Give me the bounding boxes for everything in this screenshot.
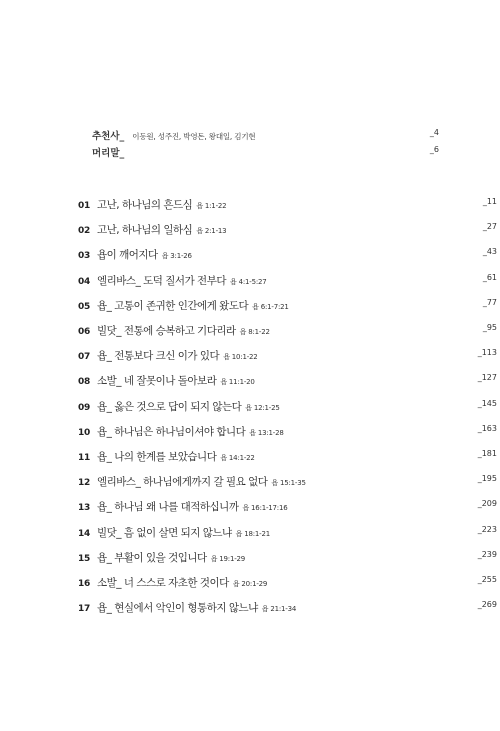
chapter-page-number: _11	[482, 197, 497, 206]
chapter-number: 01	[78, 201, 90, 211]
chapter-item[interactable]	[78, 424, 497, 442]
chapter-title: 욥이 깨어지다	[97, 249, 158, 261]
chapter-title: 소발_ 너 스스로 자초한 것이다	[97, 577, 229, 589]
chapter-page-number: _223	[477, 525, 497, 534]
chapter-item[interactable]	[78, 197, 497, 215]
chapter-page-number: _113	[477, 348, 497, 357]
chapter-title: 욥_ 현실에서 악인이 형통하지 않느냐	[97, 602, 258, 614]
chapter-scripture-ref: 욥 6:1-7:21	[252, 303, 289, 311]
chapter-scripture-ref: 욥 19:1-29	[210, 555, 246, 563]
chapter-number: 11	[78, 453, 90, 463]
chapter-page-number: _43	[482, 247, 497, 256]
chapter-page-number: _95	[482, 323, 497, 332]
chapter-item[interactable]	[78, 399, 497, 417]
chapter-title: 욥_ 전통보다 크신 이가 있다	[97, 350, 220, 362]
chapter-page-number: _127	[477, 373, 497, 382]
chapter-number: 10	[78, 428, 90, 438]
chapter-number: 17	[78, 604, 90, 614]
chapter-scripture-ref: 욥 21:1-34	[261, 605, 297, 613]
chapter-page-number: _239	[477, 550, 497, 559]
chapter-number: 09	[78, 403, 90, 413]
chapter-scripture-ref: 욥 10:1-22	[223, 353, 258, 361]
chapter-item[interactable]	[78, 449, 497, 467]
chapter-scripture-ref: 욥 1:1-22	[196, 202, 227, 210]
chapter-title: 욥_ 부활이 있을 것입니다	[97, 552, 207, 564]
chapter-item[interactable]	[78, 222, 497, 240]
chapter-page-number: _27	[482, 222, 497, 231]
chapter-page-number: _269	[477, 600, 497, 609]
chapter-title: 빌닷_ 흠 없이 살면 되지 않느냐	[97, 527, 232, 539]
chapter-number: 16	[78, 579, 90, 589]
chapter-page-number: _163	[477, 424, 497, 433]
chapter-item[interactable]	[78, 323, 497, 341]
chapter-number: 06	[78, 327, 90, 337]
chapter-item[interactable]	[78, 600, 497, 618]
chapter-item[interactable]	[78, 273, 497, 291]
chapter-item[interactable]	[78, 247, 497, 265]
chapter-page-number: _145	[477, 399, 497, 408]
chapter-scripture-ref: 욥 2:1-13	[196, 227, 227, 235]
chapter-number: 08	[78, 377, 90, 387]
chapter-item[interactable]	[78, 348, 497, 366]
chapter-number: 03	[78, 251, 90, 261]
chapter-scripture-ref: 욥 8:1-22	[239, 328, 270, 336]
chapter-title: 고난, 하나님의 흔드심	[97, 199, 193, 211]
chapter-item[interactable]	[78, 474, 497, 492]
chapter-scripture-ref: 욥 20:1-29	[232, 580, 268, 588]
chapter-scripture-ref: 욥 16:1-17:16	[242, 504, 288, 512]
chapter-title: 소발_ 네 잘못이나 돌아보라	[97, 375, 217, 387]
chapter-item[interactable]	[78, 550, 497, 568]
chapter-number: 13	[78, 503, 90, 513]
chapter-scripture-ref: 욥 4:1-5:27	[229, 278, 267, 286]
chapter-scripture-ref: 욥 13:1-28	[249, 429, 284, 437]
chapter-title: 욥_ 고통이 존귀한 인간에게 왔도다	[97, 300, 249, 312]
chapter-item[interactable]	[78, 298, 497, 316]
chapter-scripture-ref: 욥 12:1-25	[245, 404, 280, 412]
chapter-scripture-ref: 욥 18:1-21	[235, 530, 270, 538]
chapter-number: 14	[78, 529, 90, 539]
chapter-title: 욥_ 하나님 왜 나를 대적하십니까	[97, 501, 239, 513]
chapter-number: 05	[78, 302, 90, 312]
chapter-title: 빌닷_ 전통에 승복하고 기다리라	[97, 325, 236, 337]
chapter-item[interactable]	[78, 525, 497, 543]
chapter-number: 04	[78, 277, 90, 287]
chapter-title: 욥_ 하나님은 하나님이셔야 합니다	[97, 426, 246, 438]
preface-label: 머리말_	[92, 148, 125, 159]
chapter-page-number: _181	[477, 449, 497, 458]
chapter-number: 15	[78, 554, 90, 564]
chapter-number: 07	[78, 352, 90, 362]
preface-page-number: _6	[429, 145, 439, 154]
preface-item[interactable]	[92, 128, 412, 144]
preface-names: 이동원, 성주진, 박영돈, 왕대일, 김기현	[132, 132, 256, 141]
chapter-page-number: _255	[477, 575, 497, 584]
chapter-title: 욥_ 나의 한계를 보았습니다	[97, 451, 217, 463]
chapter-item[interactable]	[78, 575, 497, 593]
chapter-number: 02	[78, 226, 90, 236]
preface-page-number: _4	[429, 128, 439, 137]
chapter-page-number: _209	[477, 499, 497, 508]
chapter-page-number: _195	[477, 474, 497, 483]
chapter-page-number: _77	[482, 298, 497, 307]
chapter-item[interactable]	[78, 373, 497, 391]
chapter-title: 엘리바스_ 하나님에게까지 갈 필요 없다	[97, 476, 268, 488]
chapter-scripture-ref: 욥 14:1-22	[220, 454, 255, 462]
chapter-title: 욥_ 옳은 것으로 답이 되지 않는다	[97, 401, 242, 413]
chapter-scripture-ref: 욥 3:1-26	[161, 252, 192, 260]
preface-label: 추천사_	[92, 131, 125, 142]
chapter-scripture-ref: 욥 15:1-35	[271, 479, 306, 487]
chapter-page-number: _61	[482, 273, 497, 282]
chapter-title: 고난, 하나님의 일하심	[97, 224, 193, 236]
chapter-title: 엘리바스_ 도덕 질서가 전부다	[97, 275, 226, 287]
chapter-scripture-ref: 욥 11:1-20	[220, 378, 255, 386]
preface-item[interactable]	[92, 145, 412, 161]
chapter-item[interactable]	[78, 499, 497, 517]
chapter-number: 12	[78, 478, 90, 488]
